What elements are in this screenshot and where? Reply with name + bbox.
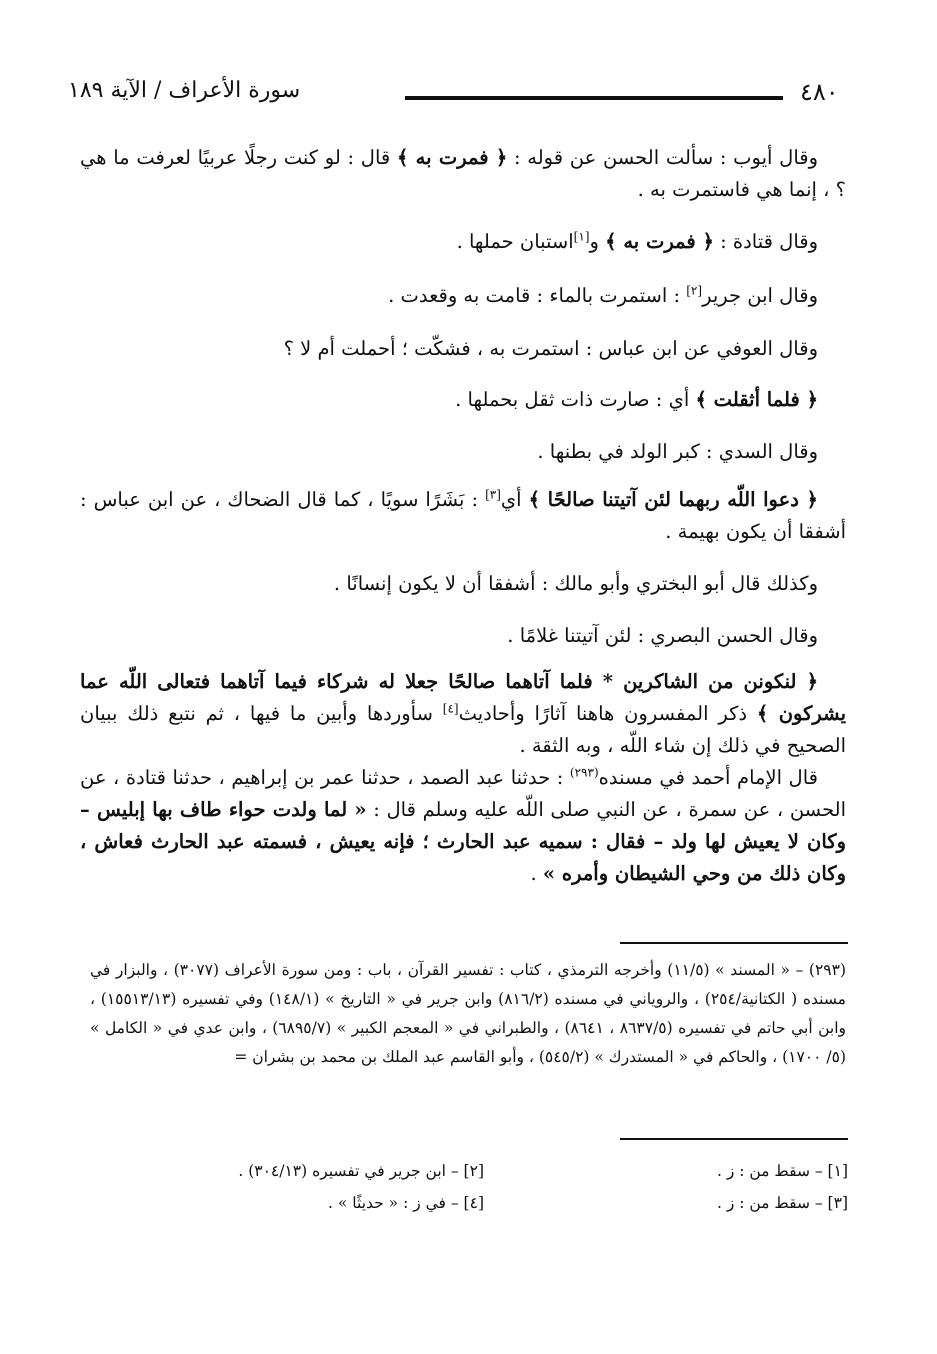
paragraph-10: ﴿ لنكونن من الشاكرين * فلما آتاهما صالحًا جعلا له شركاء فيما آتاهما فتعالى اللّه عما يشركون ﴾ ذكر المفسرون هاهنا آثارًا وأحاديث[٤] سأوردها وأبين ما فيها ، ثم نتبع ذلك ببيان الصحيح في ذلك إن شاء اللّه ، وبه الثقة .: [80, 670, 846, 757]
quran-quote: ﴿ دعوا اللّه ربهما لئن آتيتنا صالحًا ﴾: [528, 488, 818, 511]
note-marker: [١]: [573, 229, 590, 244]
paragraph-5: ﴿ فلما أثقلت ﴾ أي : صارت ذات ثقل بحملها .: [455, 388, 818, 411]
note-marker: [٣]: [485, 487, 501, 502]
footnote-293: (٢٩٣) – « المسند » (١١/٥) وأخرجه الترمذي ، كتاب : تفسير القرآن ، باب : ومن سورة الأعراف (٣٠٧٧) ، والبزار في مسنده ( الكتانية/٢٥٤) ، والروياني في مسنده (٨١٦/٢) وابن جرير في « التاريخ » (١٤٨/١) وفي تفسيره (١٥٥١٣/١٣) ، وابن أبي حاتم في تفسيره (٨٦٣٧/٥ ، ٨٦٤١) ، والطبراني في « المعجم الكبير » (٦٨٩٥/٧) ، وابن عدي في « الكامل » (٥/ ١٧٠٠) ، والحاكم في « المستدرك » (٥٤٥/٢) ، وأبو القاسم عبد الملك بن محمد بن بشران =: [90, 961, 847, 1066]
note-4: [٤] – في ز : « حديثًا » .: [328, 1194, 484, 1212]
quran-quote: ﴿ فلما أثقلت ﴾: [695, 388, 818, 411]
critical-notes: [120, 1155, 848, 1219]
paragraph-2: وقال قتادة : ﴿ فمرت به ﴾ و[١]استبان حملها .: [456, 229, 818, 253]
paragraph-4: وقال العوفي عن ابن عباس : استمرت به ، فشكّت ؛ أحملت أم لا ؟: [283, 337, 818, 360]
notes-divider: [620, 1138, 848, 1140]
paragraph-1: وقال أيوب : سألت الحسن عن قوله : ﴿ فمرت به ﴾ قال : لو كنت رجلًا عربيًا لعرفت ما هي ؟ ، إنما هي فاستمرت به .: [80, 146, 846, 201]
note-2: [٢] – ابن جرير في تفسيره (٣٠٤/١٣) .: [238, 1162, 484, 1180]
notes-row: [120, 1187, 848, 1219]
notes-row: [120, 1155, 848, 1187]
running-header-title: سورة الأعراف / الآية ١٨٩: [68, 78, 301, 103]
note-marker: [٤]: [442, 701, 459, 716]
quran-quote: ﴿ فمرت به ﴾: [396, 146, 508, 169]
footnote-marker: (٢٩٣): [569, 765, 599, 780]
note-1: [١] – سقط من : ز .: [716, 1162, 848, 1180]
page-number: ٤٨٠: [800, 78, 839, 106]
quran-quote: ﴿ لنكونن من الشاكرين * فلما آتاهما صالحًا جعلا له شركاء فيما آتاهما فتعالى اللّه عما يشركون ﴾: [80, 670, 846, 725]
paragraph-8: وكذلك قال أبو البختري وأبو مالك : أشفقا أن لا يكون إنسانًا .: [333, 572, 818, 595]
paragraph-9: وقال الحسن البصري : لئن آتيتنا غلامًا .: [507, 624, 818, 647]
paragraph-6: وقال السدي : كبر الولد في بطنها .: [537, 440, 818, 463]
paragraph-3: وقال ابن جرير[٢] : استمرت بالماء : قامت به وقعدت .: [388, 283, 818, 307]
hadith-quote: « لما ولدت حواء طاف بها إبليس – وكان لا يعيش لها ولد – فقال : سميه عبد الحارث ؛ فإنه يعيش ، فسمته عبد الحارث فعاش ، وكان ذلك من وحي الشيطان وأمره »: [80, 798, 846, 885]
note-marker: [٢]: [686, 283, 703, 298]
quran-quote: ﴿ فمرت به ﴾: [605, 230, 714, 253]
header-divider: [405, 96, 783, 100]
paragraph-7: ﴿ دعوا اللّه ربهما لئن آتيتنا صالحًا ﴾ أي[٣] : بَشَرًا سويًا ، كما قال الضحاك ، عن ابن عباس : أشفقا أن يكون بهيمة .: [80, 487, 846, 543]
footnote-divider: [620, 942, 848, 944]
paragraph-11: قال الإمام أحمد في مسنده$^{(٢٩٣)}$ : حدثنا عبد الصمد ، حدثنا عمر بن إبراهيم ، حدثنا قتادة ، عن الحسن ، عن سمرة ، عن النبي صلى اللّه عليه وسلم قال : « لما ولدت حواء طاف بها إبليس – وكان لا يعيش لها ولد – فقال : سميه عبد الحارث ؛ فإنه يعيش ، فسمته عبد الحارث فعاش ، وكان ذلك من وحي الشيطان وأمره » .: [80, 765, 847, 885]
note-3: [٣] – سقط من : ز .: [716, 1194, 848, 1212]
